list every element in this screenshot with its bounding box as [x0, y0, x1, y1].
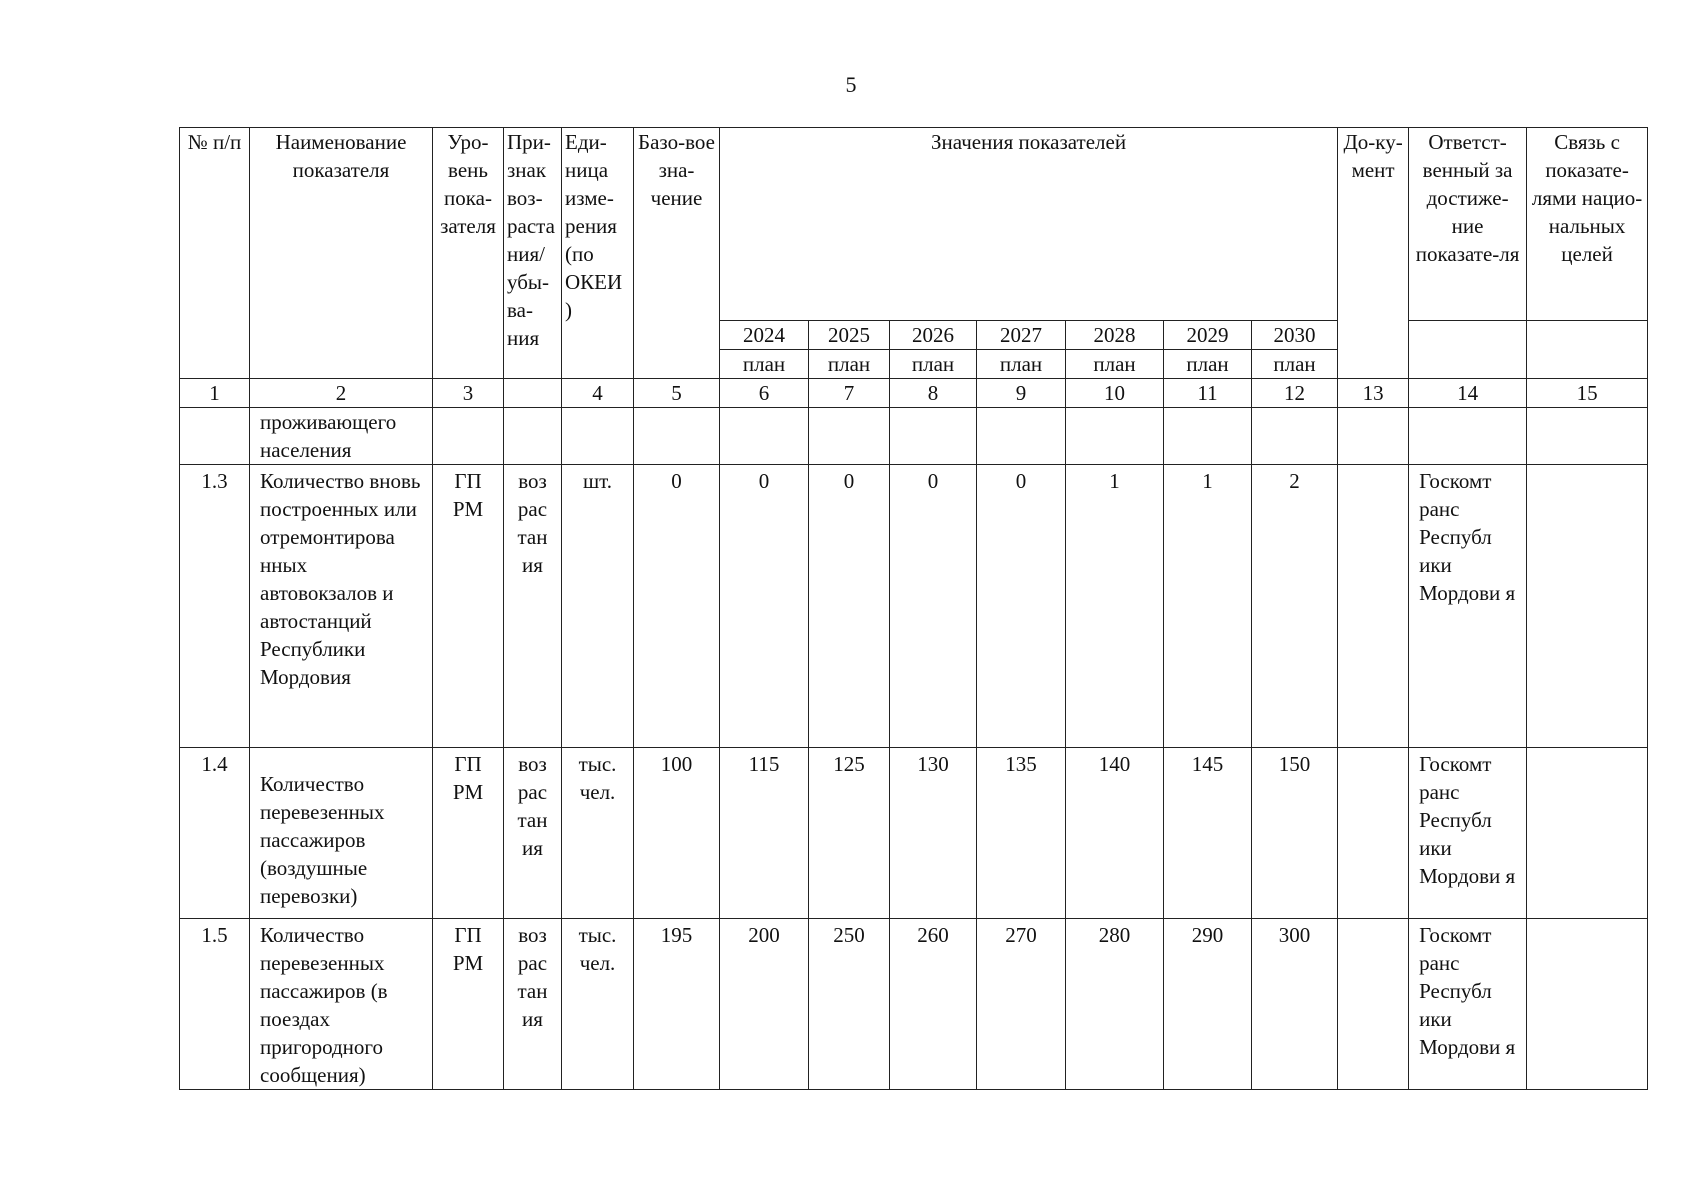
col-number: 9: [977, 379, 1066, 408]
header-doc: До-ку-мент: [1338, 128, 1409, 379]
plan-value: 125: [809, 748, 890, 919]
plan-value: 1: [1066, 465, 1164, 748]
indicator-name: проживающего населения: [250, 408, 433, 465]
plan-value: 0: [809, 465, 890, 748]
plan-value: 0: [977, 465, 1066, 748]
responsible: Госкомт ранс Республ ики Мордови я: [1409, 919, 1527, 1090]
col-number: 3: [433, 379, 504, 408]
header-row: [180, 128, 1648, 321]
plan-cell: план: [1164, 350, 1252, 379]
plan-value: 250: [809, 919, 890, 1090]
plan-value: 0: [890, 465, 977, 748]
column-numbers-row: [180, 379, 1648, 408]
plan-value: 145: [1164, 748, 1252, 919]
indicator-level: ГП РМ: [433, 748, 504, 919]
national-goals-link: [1527, 919, 1648, 1090]
indicator-name: Количество вновь построенных или отремонтирова нных автовокзалов и автостанций Республики Мордовия: [250, 465, 433, 748]
header-link: Связь с показате-лями нацио-нальных целей: [1527, 128, 1648, 321]
base-value: 0: [634, 465, 720, 748]
document-cell: [1338, 748, 1409, 919]
empty-cell: [1527, 408, 1648, 465]
indicator-sign: воз рас тан ия: [504, 919, 562, 1090]
col-number: 15: [1527, 379, 1648, 408]
plan-value: 200: [720, 919, 809, 1090]
col-number-blank: [504, 379, 562, 408]
plan-value: 150: [1252, 748, 1338, 919]
table-row: [180, 919, 1648, 1090]
continuation-row: [180, 408, 1648, 465]
page-number: 5: [845, 72, 857, 97]
header-level: Уро-вень пока-зателя: [433, 128, 504, 379]
col-number: 8: [890, 379, 977, 408]
indicator-name-cell: [250, 748, 433, 919]
empty-cell: [809, 408, 890, 465]
row-number: 1.4: [180, 748, 250, 919]
year-cell: 2029: [1164, 321, 1252, 350]
empty-cell: [720, 408, 809, 465]
header-base: Базо-вое зна-чение: [634, 128, 720, 379]
plan-value: 140: [1066, 748, 1164, 919]
header-values: Значения показателей: [720, 128, 1338, 321]
col-number: 12: [1252, 379, 1338, 408]
plan-value: 115: [720, 748, 809, 919]
plan-value: 130: [890, 748, 977, 919]
national-goals-link: [1527, 748, 1648, 919]
col-number: 1: [180, 379, 250, 408]
plan-cell: план: [720, 350, 809, 379]
indicator-unit: тыс. чел.: [562, 748, 634, 919]
plan-cell: план: [1252, 350, 1338, 379]
year-cell: 2028: [1066, 321, 1164, 350]
row-number: 1.3: [180, 465, 250, 748]
year-cell: 2024: [720, 321, 809, 350]
empty-cell: [977, 408, 1066, 465]
header-sign: При-знак воз-раста ния/ убы-ва-ния: [504, 128, 562, 379]
year-cell: 2027: [977, 321, 1066, 350]
empty-cell: [1338, 408, 1409, 465]
empty-cell: [1252, 408, 1338, 465]
col-number: 6: [720, 379, 809, 408]
plan-value: 290: [1164, 919, 1252, 1090]
indicator-sign: воз рас тан ия: [504, 465, 562, 748]
header-resp: Ответст-венный за достиже-ние показате-ля: [1409, 128, 1527, 321]
year-cell: 2030: [1252, 321, 1338, 350]
empty-cell: [504, 408, 562, 465]
empty-cell: [634, 408, 720, 465]
plan-value: 135: [977, 748, 1066, 919]
empty-cell: [890, 408, 977, 465]
document-cell: [1338, 465, 1409, 748]
year-cell: 2025: [809, 321, 890, 350]
col-number: 11: [1164, 379, 1252, 408]
year-cell: 2026: [890, 321, 977, 350]
plan-value: 0: [720, 465, 809, 748]
indicator-unit: тыс. чел.: [562, 919, 634, 1090]
responsible: Госкомт ранс Республ ики Мордови я: [1409, 465, 1527, 748]
col-number: 10: [1066, 379, 1164, 408]
col-number: 4: [562, 379, 634, 408]
indicator-level: ГП РМ: [433, 465, 504, 748]
plan-value: 300: [1252, 919, 1338, 1090]
document-cell: [1338, 919, 1409, 1090]
col-number: 13: [1338, 379, 1409, 408]
col-number: 5: [634, 379, 720, 408]
indicators-table: [179, 127, 1648, 1090]
indicator-level: ГП РМ: [433, 919, 504, 1090]
empty-cell: [180, 408, 250, 465]
table-row: [180, 465, 1648, 748]
header-link-blank: [1527, 321, 1648, 379]
empty-cell: [1066, 408, 1164, 465]
national-goals-link: [1527, 465, 1648, 748]
plan-cell: план: [890, 350, 977, 379]
header-resp-blank: [1409, 321, 1527, 379]
header-unit: Еди-ница изме-рения (по ОКЕИ ): [562, 128, 634, 379]
indicator-sign: воз рас тан ия: [504, 748, 562, 919]
plan-cell: план: [977, 350, 1066, 379]
empty-cell: [1164, 408, 1252, 465]
indicator-unit: шт.: [562, 465, 634, 748]
plan-value: 270: [977, 919, 1066, 1090]
empty-cell: [1409, 408, 1527, 465]
plan-value: 2: [1252, 465, 1338, 748]
responsible: Госкомт ранс Республ ики Мордови я: [1409, 748, 1527, 919]
col-number: 7: [809, 379, 890, 408]
plan-value: 260: [890, 919, 977, 1090]
base-value: 100: [634, 748, 720, 919]
header-num: № п/п: [180, 128, 250, 379]
col-number: 14: [1409, 379, 1527, 408]
header-name: Наименование показателя: [250, 128, 433, 379]
row-number: 1.5: [180, 919, 250, 1090]
empty-cell: [562, 408, 634, 465]
base-value: 195: [634, 919, 720, 1090]
indicator-name: Количество перевезенных пассажиров (в поездах пригородного сообщения): [250, 919, 433, 1090]
plan-cell: план: [1066, 350, 1164, 379]
indicator-name: Количество перевезенных пассажиров (воздушные перевозки): [260, 772, 385, 908]
table-row: [180, 748, 1648, 919]
col-number: 2: [250, 379, 433, 408]
plan-cell: план: [809, 350, 890, 379]
empty-cell: [433, 408, 504, 465]
plan-value: 1: [1164, 465, 1252, 748]
plan-value: 280: [1066, 919, 1164, 1090]
